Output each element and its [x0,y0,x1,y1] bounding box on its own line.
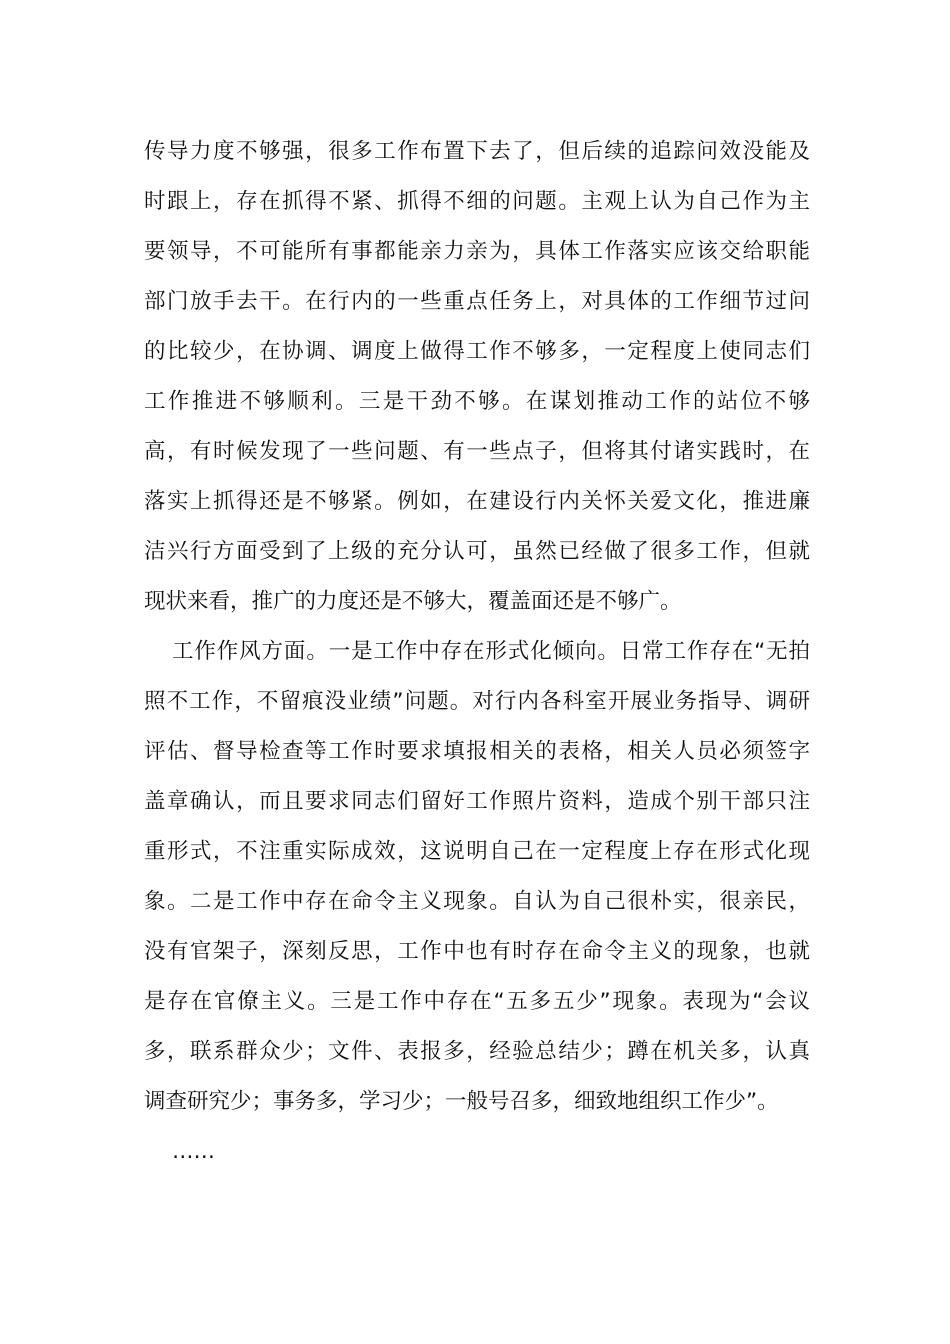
text-line: 象。二是工作中存在命令主义现象。自认为自己很朴实，很亲民， [144,889,810,914]
text-line: 要领导，不可能所有事都能亲力亲为，具体工作落实应该交给职能 [144,239,810,264]
text-line: 多，联系群众少；文件、表报多，经验总结少；蹲在机关多，认真 [144,1039,810,1064]
text-line: 照不工作，不留痕没业绩”问题。对行内各科室开展业务指导、调研 [144,689,810,714]
text-line: 重形式，不注重实际成效，这说明自己在一定程度上存在形式化现 [144,839,810,864]
text-line: 盖章确认，而且要求同志们留好工作照片资料，造成个别干部只注 [144,789,810,814]
paragraph-first-line: 工作作风方面。一是工作中存在形式化倾向。日常工作存在“无拍 [172,639,810,664]
text-line: 工作推进不够顺利。三是干劲不够。在谋划推动工作的站位不够 [144,389,810,414]
text-line: 是存在官僚主义。三是工作中存在“五多五少”现象。表现为“会议 [144,989,810,1014]
text-line: 洁兴行方面受到了上级的充分认可，虽然已经做了很多工作，但就 [144,539,810,564]
text-line: 高，有时候发现了一些问题、有一些点子，但将其付诸实践时，在 [144,439,810,464]
text-line: 的比较少，在协调、调度上做得工作不够多，一定程度上使同志们 [144,339,810,364]
text-line: 传导力度不够强，很多工作布置下去了，但后续的追踪问效没能及 [144,139,810,164]
document-body [144,127,810,1177]
text-line: 时跟上，存在抓得不紧、抓得不细的问题。主观上认为自己作为主 [144,189,810,214]
text-line: 评估、督导检查等工作时要求填报相关的表格，相关人员必须签字 [144,739,810,764]
text-line: 现状来看，推广的力度还是不够大，覆盖面还是不够广。 [144,589,682,614]
text-line: 调查研究少；事务多，学习少；一般号召多，细致地组织工作少”。 [144,1089,779,1114]
ellipsis-line: …… [172,1139,215,1164]
text-line: 落实上抓得还是不够紧。例如，在建设行内关怀关爱文化，推进廉 [144,489,810,514]
text-line: 部门放手去干。在行内的一些重点任务上，对具体的工作细节过问 [144,289,810,314]
text-line: 没有官架子，深刻反思，工作中也有时存在命令主义的现象，也就 [144,939,810,964]
